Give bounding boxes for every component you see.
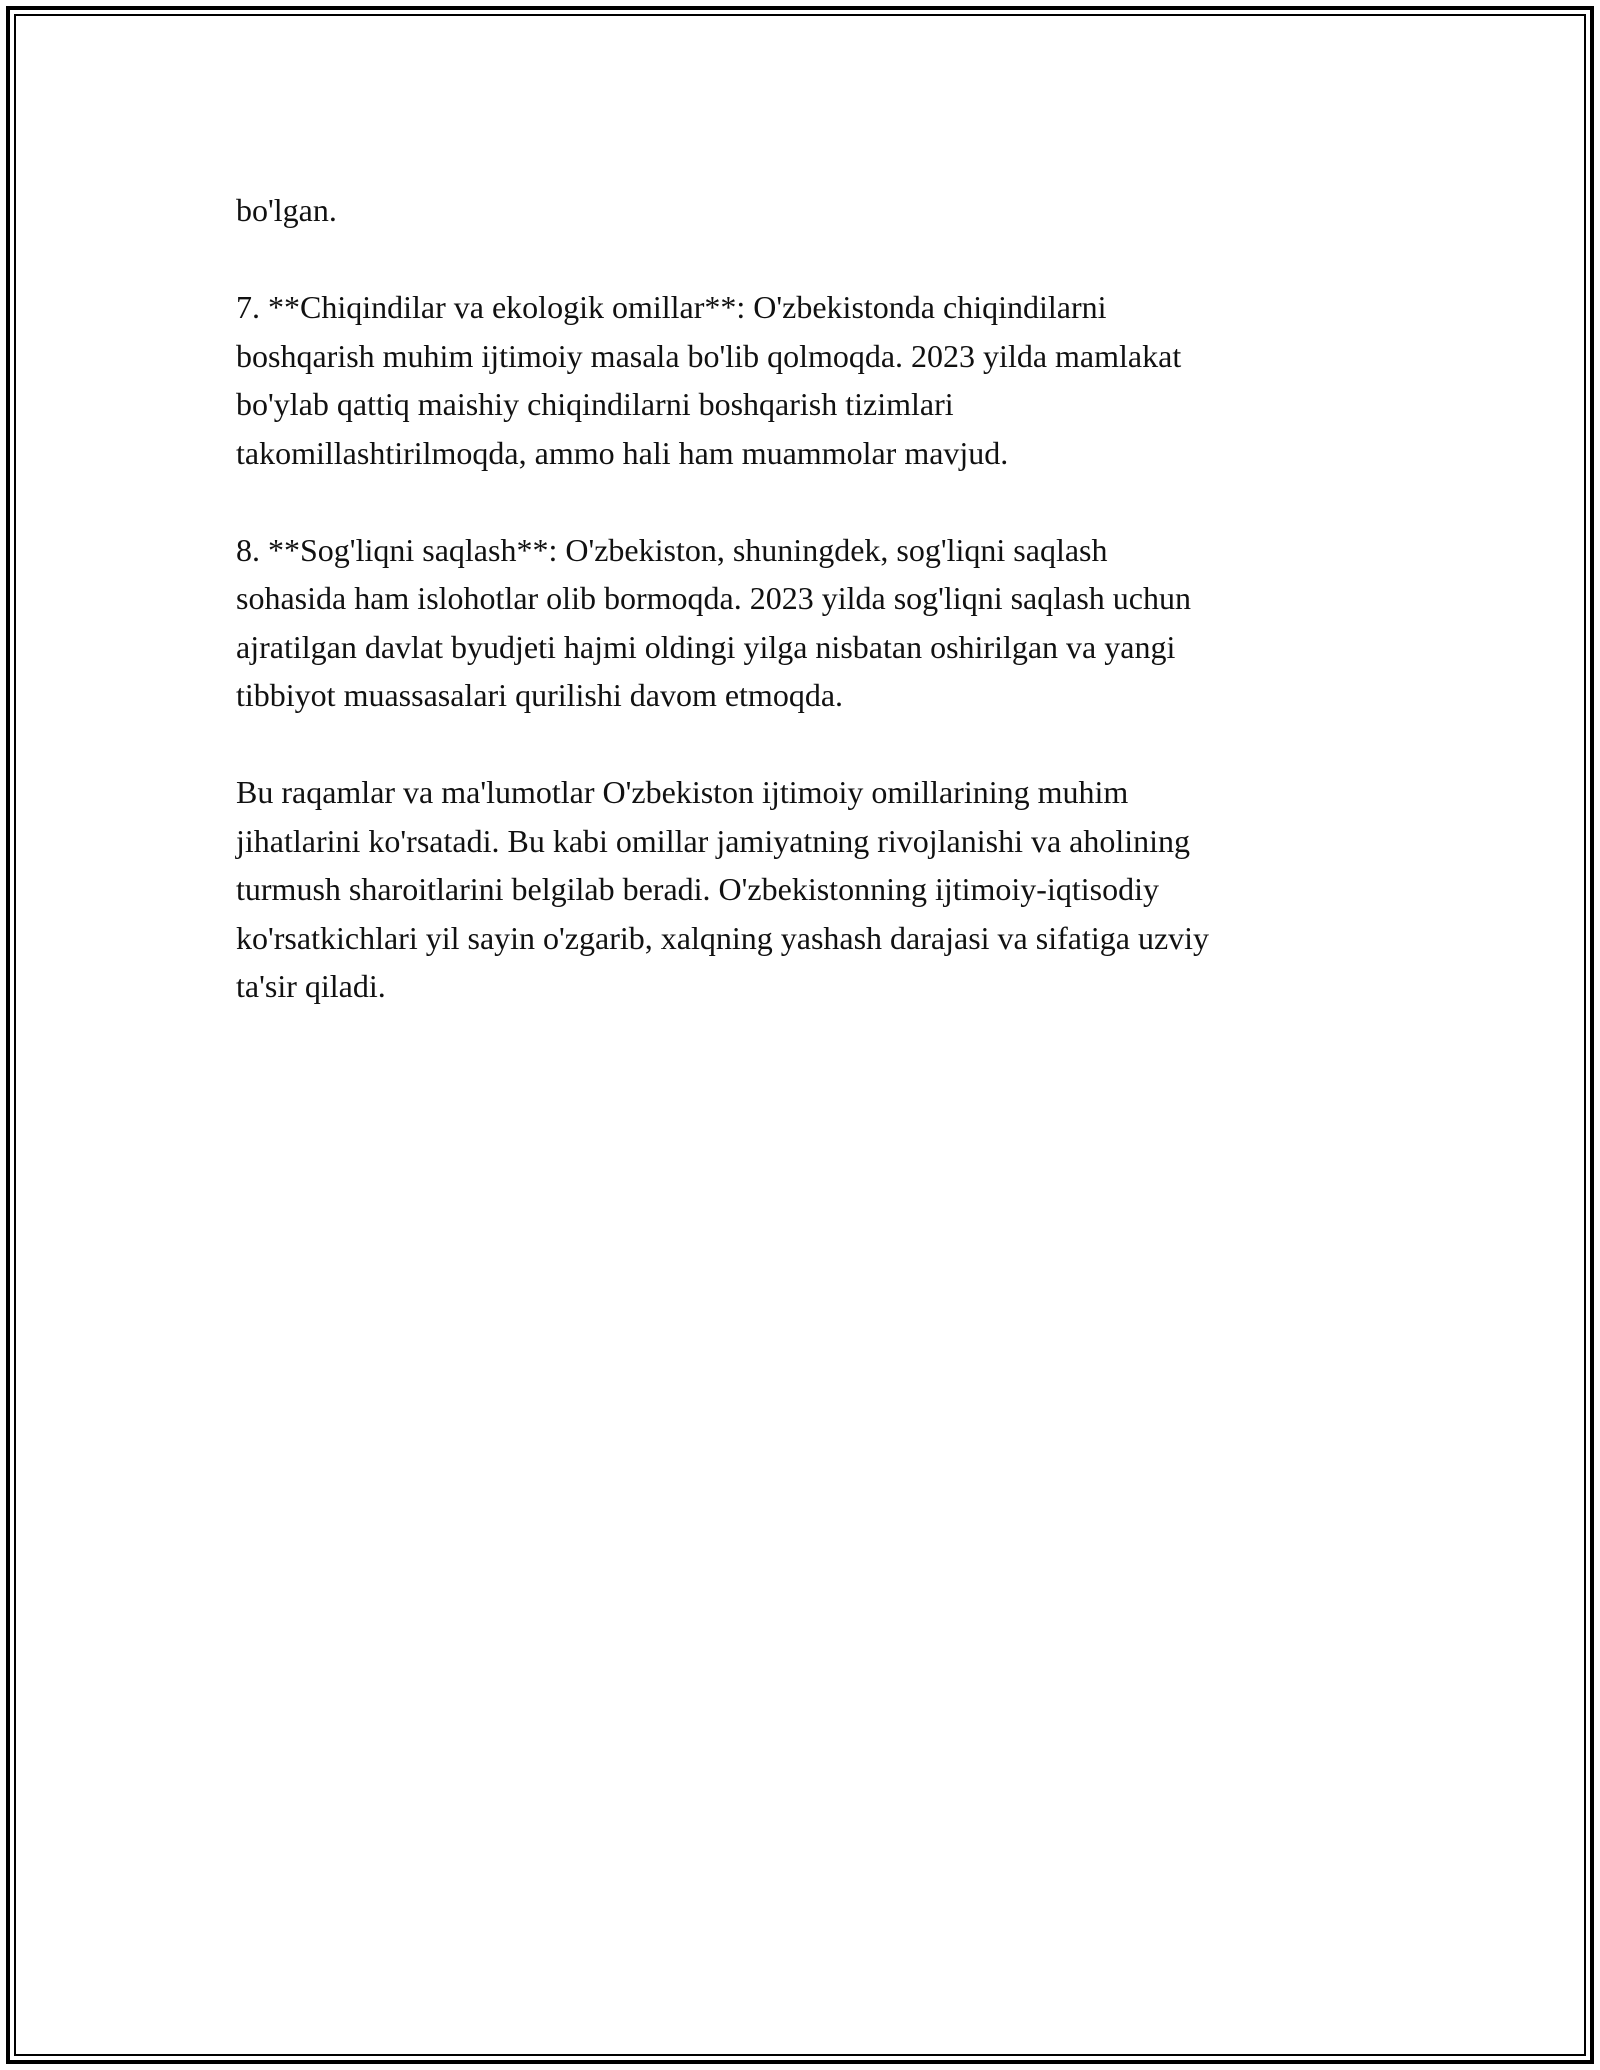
document-body (236, 186, 1366, 1011)
paragraph-continuation: bo'lgan. (236, 192, 337, 228)
paragraph-healthcare: 8. **Sog'liqni saqlash**: O'zbekiston, shuningdek, sog'liqni saqlash sohasida ham islohotlar olib bormoqda. 2023 yilda sog'liqni saqlash uchun ajratilgan davlat byudjeti hajmi oldingi yilga nisbatan oshirilgan va yangi tibbiyot muassasalari qurilishi davom etmoqda. (236, 531, 1191, 713)
paragraph-waste-ecology: 7. **Chiqindilar va ekologik omillar**: O'zbekistonda chiqindilarni boshqarish muhim ijtimoiy masala bo'lib qolmoqda. 2023 yilda mamlakat bo'ylab qattiq maishiy chiqindilarni boshqarish tizimlari takomillashtirilmoqda, ammo hali ham muammolar mavjud. (236, 289, 1182, 471)
paragraph-conclusion: Bu raqamlar va ma'lumotlar O'zbekiston ijtimoiy omillarining muhim jihatlarini ko'rsatadi. Bu kabi omillar jamiyatning rivojlanishi va aholining turmush sharoitlarini belgilab beradi. O'zbekistonning ijtimoiy-iqtisodiy ko'rsatkichlari yil sayin o'zgarib, xalqning yashash darajasi va sifatiga uzviy ta'sir qiladi. (236, 774, 1210, 1004)
